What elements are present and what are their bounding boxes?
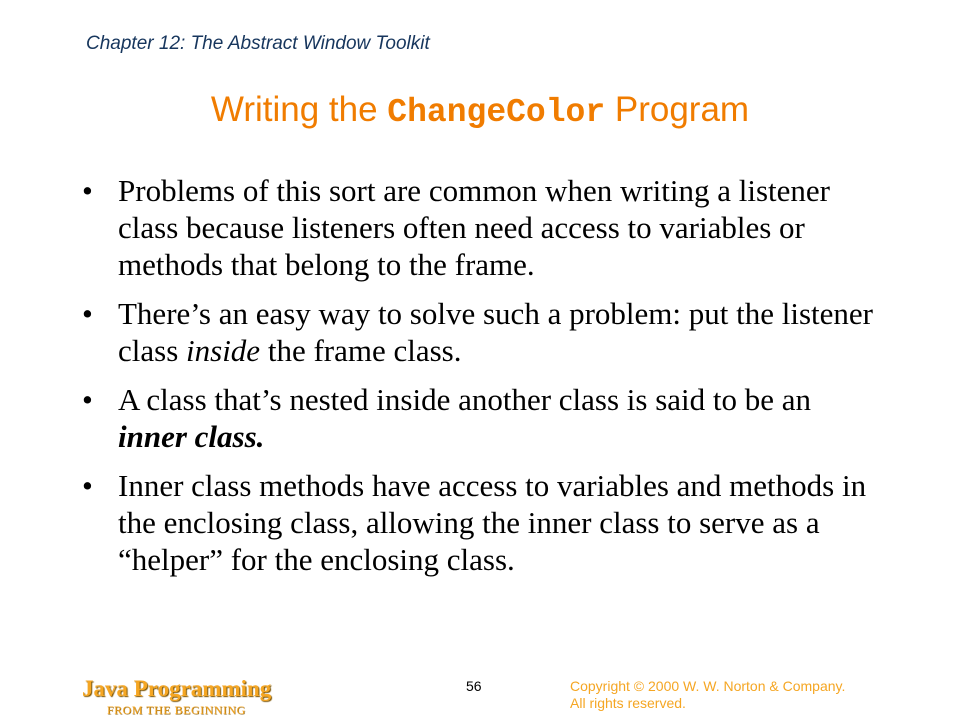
bullet-item-4	[82, 467, 882, 578]
bullet-text-before: There’s an easy way to solve such a problem: put the listener class	[118, 296, 873, 368]
slide-title	[0, 90, 960, 131]
bullet-emphasis: inner class.	[118, 419, 265, 454]
bullet-text: Inner class methods have access to variables and methods in the enclosing class, allowing the inner class to serve as a “helper” for the enclosing class.	[118, 468, 867, 577]
copyright-notice	[570, 678, 900, 712]
bullet-item-3	[82, 381, 882, 455]
footer-brand: Java Programming	[82, 676, 272, 701]
bullet-dot: •	[82, 382, 93, 417]
bullet-emphasis: inside	[186, 333, 261, 368]
copyright-line-2: All rights reserved.	[570, 695, 686, 711]
footer-brand-subtitle: FROM THE BEGINNING	[107, 703, 246, 717]
title-suffix: Program	[605, 90, 750, 129]
chapter-heading: Chapter 12: The Abstract Window Toolkit	[86, 33, 430, 54]
page-number: 56	[466, 678, 482, 694]
bullet-text-before: A class that’s nested inside another class is said to be an	[118, 382, 812, 417]
bullet-item-1	[82, 172, 882, 283]
bullet-text: Problems of this sort are common when writing a listener class because listeners often need access to variables or methods that belong to the frame.	[118, 173, 831, 282]
bullet-dot: •	[82, 296, 93, 331]
title-code: ChangeColor	[387, 94, 606, 131]
bullet-list	[82, 172, 882, 590]
copyright-line-1: Copyright © 2000 W. W. Norton & Company.	[570, 678, 846, 694]
bullet-dot: •	[82, 468, 93, 503]
title-prefix: Writing the	[210, 90, 388, 129]
bullet-text-after: the frame class.	[260, 333, 462, 368]
bullet-dot: •	[82, 173, 93, 208]
bullet-item-2	[82, 295, 882, 369]
